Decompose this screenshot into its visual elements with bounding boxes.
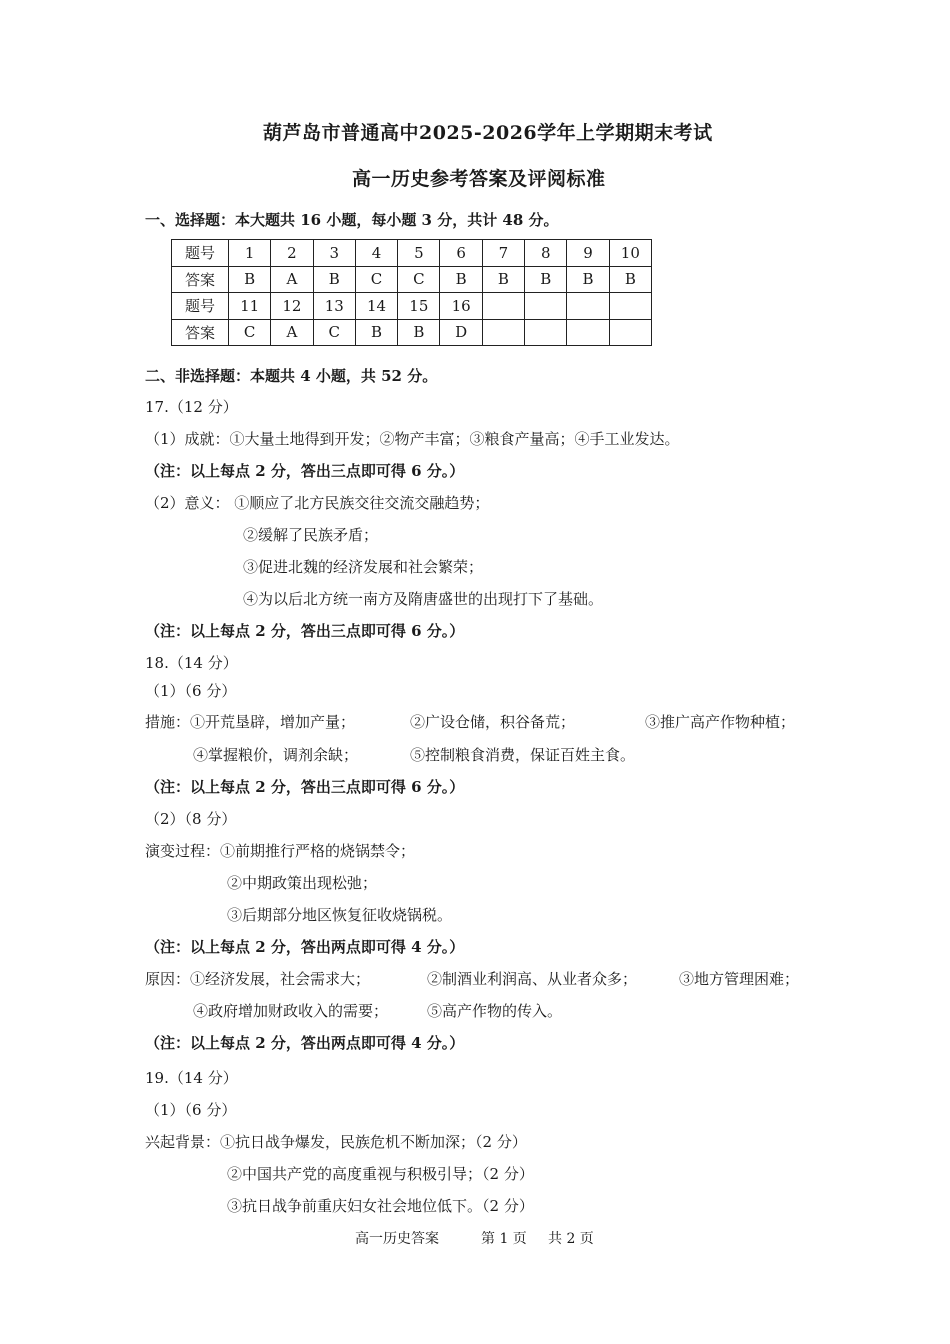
q18-reason-4: ④政府增加财政收入的需要； (193, 1002, 389, 1020)
answer-table-cell: 12 (271, 293, 313, 320)
footer-page-number: 第 1 页 (481, 1231, 527, 1247)
answer-table-cell: C (313, 319, 355, 346)
answer-table-cell: B (567, 266, 609, 293)
q18-measure-4: ④掌握粮价，调剂余缺； (193, 746, 359, 764)
answer-table-cell (567, 319, 609, 346)
answer-table-cell (609, 293, 651, 320)
q17-part2: （2）意义： ①顺应了北方民族交往交流交融趋势； (145, 494, 490, 512)
q17-heading: 17.（12 分） (145, 398, 238, 416)
answer-table-cell: 15 (398, 293, 440, 320)
answer-table-cell: C (355, 266, 397, 293)
section2-heading: 二、非选择题：本题共 4 小题，共 52 分。 (145, 367, 438, 385)
answer-table-cell: B (525, 266, 567, 293)
answer-table-cell: D (440, 319, 482, 346)
q18-evolution-3: ③后期部分地区恢复征收烧锅税。 (227, 906, 453, 924)
q19-background-3: ③抗日战争前重庆妇女社会地位低下。（2 分） (227, 1197, 534, 1215)
answer-table-cell: B (313, 266, 355, 293)
q18-note1: （注：以上每点 2 分，答出三点即可得 6 分。） (145, 778, 465, 796)
q18-measure-2: ②广设仓储，积谷备荒； (410, 713, 576, 731)
answer-table-cell: C (398, 266, 440, 293)
answer-table-cell: 13 (313, 293, 355, 320)
answer-table-row (172, 240, 652, 267)
answer-table-cell: B (482, 266, 524, 293)
answer-table-cell: 3 (313, 240, 355, 267)
answer-table-cell: 5 (398, 240, 440, 267)
q18-part2: （2）（8 分） (145, 810, 237, 828)
answer-table (171, 239, 652, 346)
answer-table-cell: B (440, 266, 482, 293)
answer-table-cell: 11 (229, 293, 271, 320)
answer-table-cell (525, 293, 567, 320)
q18-measure-5: ⑤控制粮食消费，保证百姓主食。 (410, 746, 636, 764)
answer-table-cell: 7 (482, 240, 524, 267)
answer-table-cell (482, 319, 524, 346)
answer-table-cell: 6 (440, 240, 482, 267)
answer-table-row (172, 293, 652, 320)
answer-table-cell (609, 319, 651, 346)
q18-evolution-1: 演变过程：①前期推行严格的烧锅禁令； (145, 842, 416, 860)
q18-part1: （1）（6 分） (145, 682, 237, 700)
document-subtitle: 高一历史参考答案及评阅标准 (352, 168, 606, 190)
q17-part2-item4: ④为以后北方统一南方及隋唐盛世的出现打下了基础。 (243, 590, 604, 608)
answer-table-cell: 9 (567, 240, 609, 267)
footer-total-pages: 共 2 页 (548, 1231, 594, 1247)
answer-table-cell: C (229, 319, 271, 346)
answer-table-cell: A (271, 266, 313, 293)
answer-table-cell: 14 (355, 293, 397, 320)
answer-table-cell: B (398, 319, 440, 346)
q18-measure-1: 措施：①开荒垦辟，增加产量； (145, 713, 356, 731)
q18-measure-3: ③推广高产作物种植； (645, 713, 796, 731)
q19-background-2: ②中国共产党的高度重视与积极引导；（2 分） (227, 1165, 534, 1183)
answer-table-cell: 4 (355, 240, 397, 267)
answer-table-cell: B (609, 266, 651, 293)
answer-table-row-label: 答案 (172, 266, 229, 293)
document-title: 葫芦岛市普通高中2025-2026学年上学期期末考试 (263, 122, 713, 144)
q18-reason-2: ②制酒业利润高、从业者众多； (427, 970, 638, 988)
q18-reason-3: ③地方管理困难； (679, 970, 800, 988)
answer-table-cell: 10 (609, 240, 651, 267)
answer-table-cell (567, 293, 609, 320)
q17-note1: （注：以上每点 2 分，答出三点即可得 6 分。） (145, 462, 465, 480)
answer-table-cell: B (229, 266, 271, 293)
q18-note3: （注：以上每点 2 分，答出两点即可得 4 分。） (145, 1034, 465, 1052)
q18-reason-1: 原因：①经济发展，社会需求大； (145, 970, 371, 988)
answer-table-row-label: 答案 (172, 319, 229, 346)
q19-heading: 19.（14 分） (145, 1069, 238, 1087)
answer-table-row (172, 266, 652, 293)
answer-table-row-label: 题号 (172, 293, 229, 320)
q18-reason-5: ⑤高产作物的传入。 (427, 1002, 563, 1020)
answer-table-cell: A (271, 319, 313, 346)
q19-background-1: 兴起背景：①抗日战争爆发，民族危机不断加深；（2 分） (145, 1133, 527, 1151)
answer-table-cell: 16 (440, 293, 482, 320)
q19-part1: （1）（6 分） (145, 1101, 237, 1119)
q17-part1: （1）成就：①大量土地得到开发；②物产丰富；③粮食产量高；④手工业发达。 (145, 430, 680, 448)
answer-table-cell: 1 (229, 240, 271, 267)
q17-part2-item3: ③促进北魏的经济发展和社会繁荣； (243, 558, 484, 576)
footer-label: 高一历史答案 (355, 1231, 439, 1247)
q18-note2: （注：以上每点 2 分，答出两点即可得 4 分。） (145, 938, 465, 956)
answer-table-cell: B (355, 319, 397, 346)
section1-heading: 一、选择题：本大题共 16 小题，每小题 3 分，共计 48 分。 (145, 211, 559, 229)
q17-part2-item2: ②缓解了民族矛盾； (243, 526, 379, 544)
q17-note2: （注：以上每点 2 分，答出三点即可得 6 分。） (145, 622, 465, 640)
answer-table-row (172, 319, 652, 346)
answer-table-row-label: 题号 (172, 240, 229, 267)
answer-table-cell (482, 293, 524, 320)
answer-table-cell: 8 (525, 240, 567, 267)
q18-heading: 18.（14 分） (145, 654, 238, 672)
answer-table-cell (525, 319, 567, 346)
q18-evolution-2: ②中期政策出现松弛； (227, 874, 378, 892)
answer-table-cell: 2 (271, 240, 313, 267)
